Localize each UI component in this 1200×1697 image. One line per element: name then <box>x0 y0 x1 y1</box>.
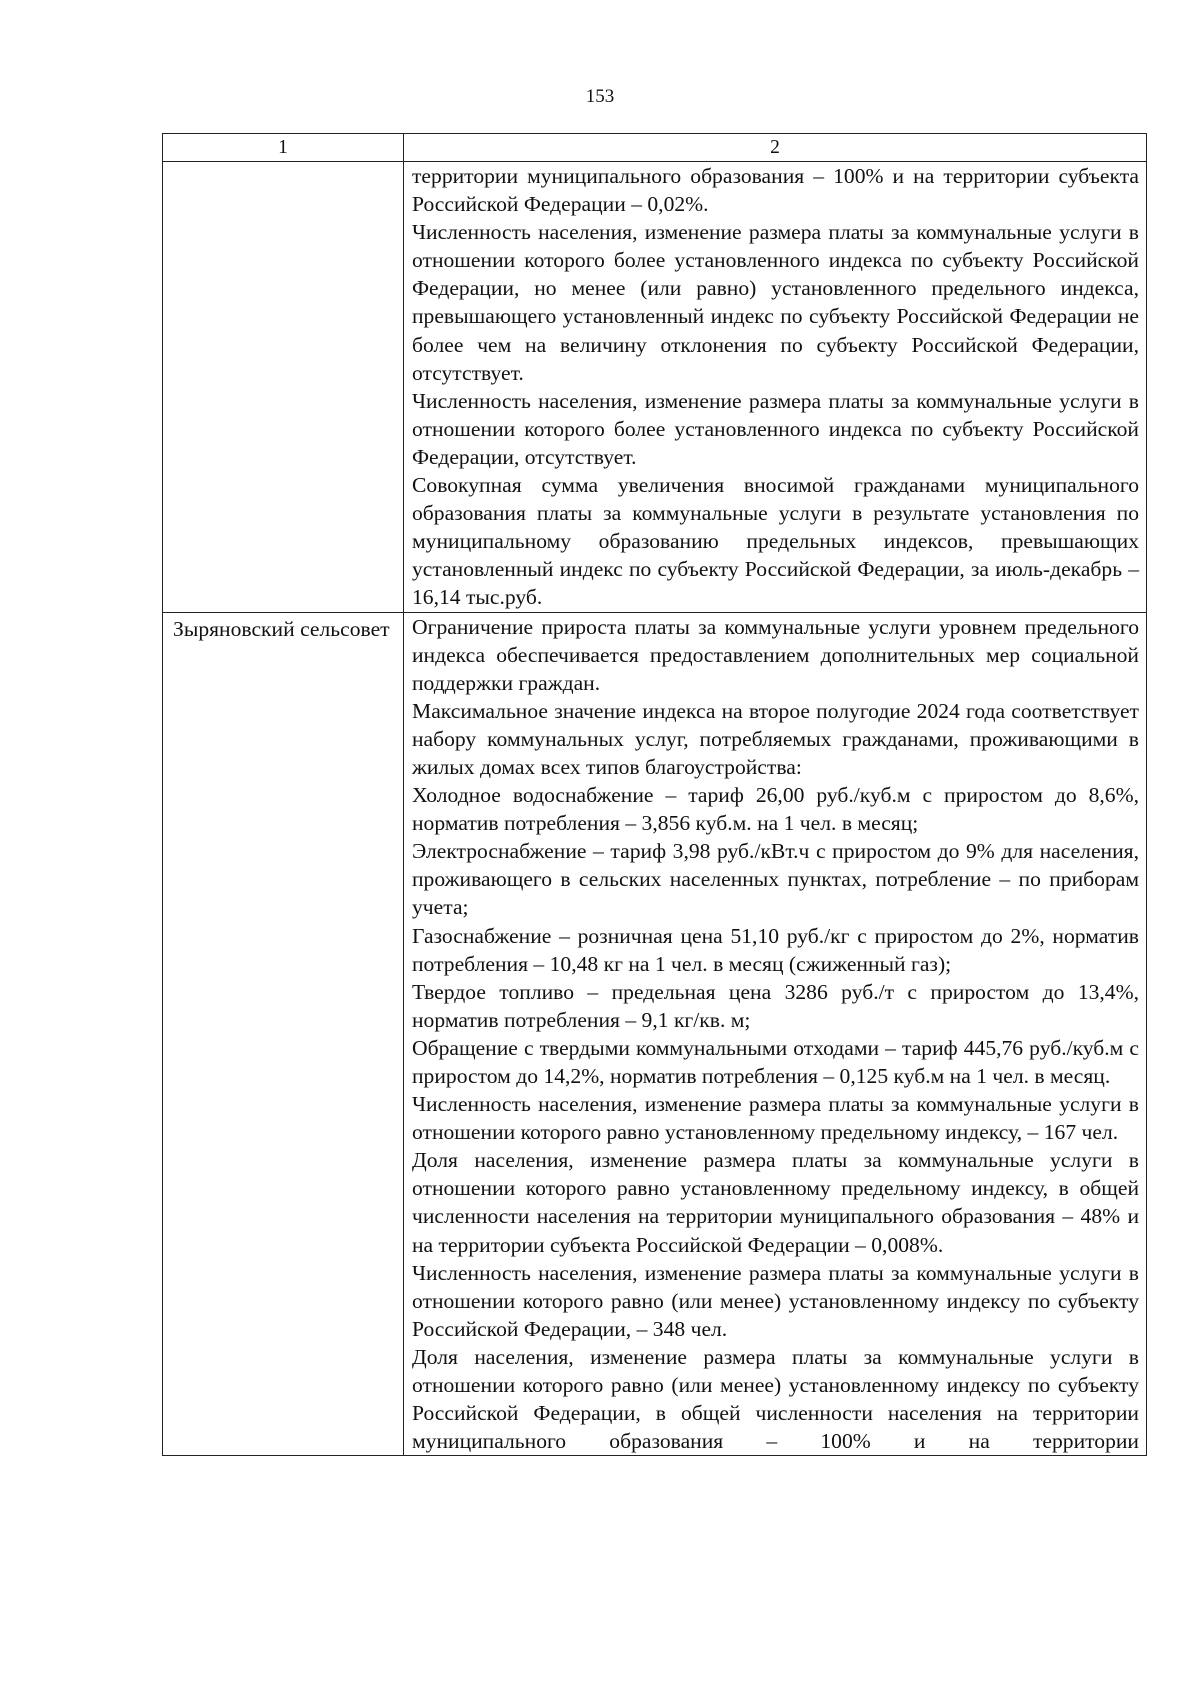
indices-table <box>162 133 1147 1456</box>
column-header-2: 2 <box>404 134 1147 162</box>
table-header-row <box>163 134 1147 162</box>
column-header-1: 1 <box>163 134 404 162</box>
table-row <box>163 612 1147 1456</box>
paragraph: Твердое топливо – предельная цена 3286 руб./т с приростом до 13,4%, норматив потребления – 9,1 кг/кв. м; <box>412 979 1139 1032</box>
municipality-name-cell: Зыряновский сельсовет <box>163 612 404 1456</box>
paragraph: Газоснабжение – розничная цена 51,10 руб./кг с приростом до 2%, норматив потребления – 10,48 кг на 1 чел. в месяц (сжиженный газ); <box>412 923 1139 976</box>
paragraph-continued: Доля населения, изменение размера платы за коммунальные услуги в отношении которого равно (или менее) установленному индексу по субъекту Российской Федерации, в общей численности населения на территории муниципального образования – 100% и на территории <box>412 1344 1139 1454</box>
description-cell <box>404 162 1147 613</box>
paragraph: Обращение с твердыми коммунальными отходами – тариф 445,76 руб./куб.м с приростом до 14,2%, норматив потребления – 0,125 куб.м на 1 чел. в месяц. <box>412 1035 1139 1088</box>
table-row <box>163 162 1147 613</box>
paragraph: Совокупная сумма увеличения вносимой гражданами муниципального образования платы за коммунальные услуги в результате установления по муниципальному образованию предельных индексов, превышающих установленный индекс по субъекту Российской Федерации, за июль-декабрь – 16,14 тыс.руб. <box>412 473 1139 610</box>
paragraph: Холодное водоснабжение – тариф 26,00 руб./куб.м с приростом до 8,6%, норматив потребления – 3,856 куб.м. на 1 чел. в месяц; <box>412 783 1139 836</box>
paragraph: Численность населения, изменение размера платы за коммунальные услуги в отношении которого равно установленному предельному индексу, – 167 чел. <box>412 1092 1139 1145</box>
paragraph: Численность населения, изменение размера платы за коммунальные услуги в отношении которого равно (или менее) установленному индексу по субъекту Российской Федерации, – 348 чел. <box>412 1260 1139 1341</box>
description-cell <box>404 612 1147 1456</box>
municipality-name-cell <box>163 162 404 613</box>
paragraph: Доля населения, изменение размера платы за коммунальные услуги в отношении которого равно установленному предельному индексу, в общей численности населения на территории муниципального образования – 48% и на территории субъекта Российской Федерации – 0,008%. <box>412 1148 1139 1257</box>
page-number: 153 <box>585 86 615 107</box>
paragraph: Численность населения, изменение размера платы за коммунальные услуги в отношении которого более установленного индекса по субъекту Российской Федерации, отсутствует. <box>412 388 1139 469</box>
paragraph: Ограничение прироста платы за коммунальные услуги уровнем предельного индекса обеспечивается предоставлением дополнительных мер социальной поддержки граждан. <box>412 614 1139 695</box>
paragraph: территории муниципального образования – 100% и на территории субъекта Российской Федерации – 0,02%. <box>412 164 1139 217</box>
paragraph: Численность населения, изменение размера платы за коммунальные услуги в отношении которого более установленного индекса по субъекту Российской Федерации, но менее (или равно) установленного предельного индекса, превышающего установленный индекс по субъекту Российской Федерации не более чем на величину отклонения по субъекту Российской Федерации, отсутствует. <box>412 220 1139 385</box>
paragraph: Электроснабжение – тариф 3,98 руб./кВт.ч с приростом до 9% для населения, проживающего в сельских населенных пунктах, потребление – по приборам учета; <box>412 839 1139 920</box>
paragraph: Максимальное значение индекса на второе полугодие 2024 года соответствует набору коммунальных услуг, потребляемых гражданами, проживающими в жилых домах всех типов благоустройства: <box>412 698 1139 779</box>
